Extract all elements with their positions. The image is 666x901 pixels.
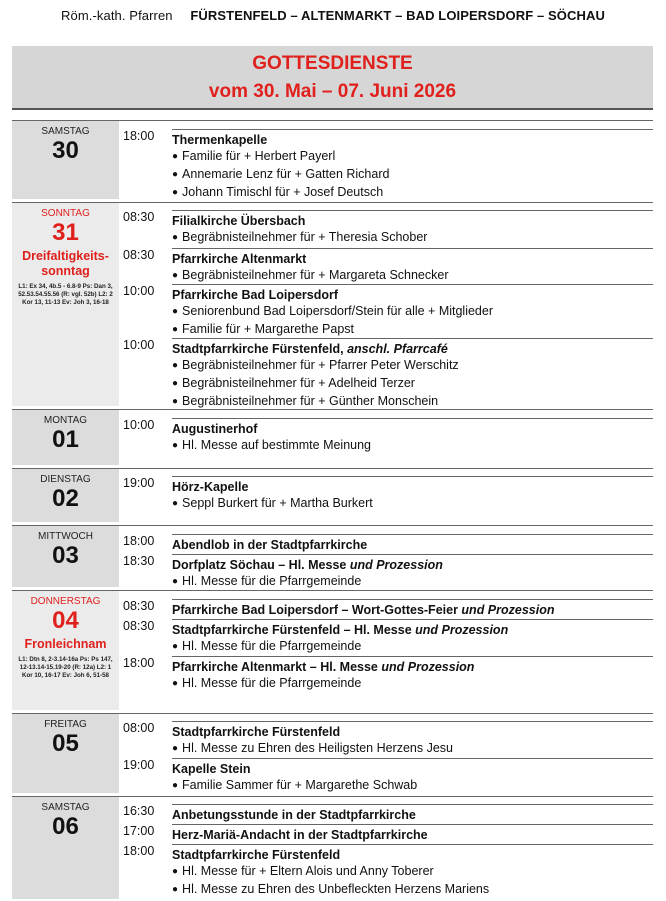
day-name: MONTAG [43,415,88,426]
service-place [172,537,653,553]
day-number: 03 [52,542,79,569]
intention-item: ● Hl. Messe zu Ehren des Heiligsten Herzens Jesu [172,740,653,758]
place-name: Stadtpfarrkirche Fürstenfeld [172,848,341,862]
title-box [12,46,653,110]
service-place [172,761,653,777]
day-divider [12,590,653,591]
day-name: DONNERSTAG [30,596,101,607]
day-label [12,525,119,587]
place-name: Hörz-Kapelle [172,480,249,494]
service-place [172,622,653,638]
service-content [172,619,653,656]
intention-item: ● Hl. Messe für die Pfarrgemeinde [172,573,653,591]
day-name: SONNTAG [41,208,90,219]
service-content [172,554,653,591]
day-number: 30 [52,137,79,164]
service-place [172,827,653,843]
header-prefix: Röm.-kath. Pfarren [61,8,173,23]
service-time: 08:30 [123,599,155,613]
day-divider [12,713,653,714]
intention-item: ● Familie für + Margarethe Papst [172,321,653,339]
place-name: Pfarrkirche Altenmarkt [172,252,307,266]
day-number: 06 [52,813,79,840]
place-name: Stadtpfarrkirche Fürstenfeld [172,725,341,739]
service-place [172,659,653,675]
day-number: 31 [52,219,79,246]
service-time: 08:30 [123,619,155,633]
place-name: Kapelle Stein [172,762,251,776]
service-time: 18:00 [123,534,155,548]
day-number: 04 [52,607,79,634]
day-divider [12,525,653,526]
service-content [172,804,653,823]
intention-item: ● Familie Sammer für + Margarethe Schwab [172,777,653,795]
intention-item: ● Begräbnisteilnehmer für + Pfarrer Peter Werschitz [172,357,653,375]
service-content [172,129,653,202]
day-name: SAMSTAG [41,802,90,813]
place-suffix: und Prozession [381,660,475,674]
service-time: 17:00 [123,824,155,838]
service-time: 19:00 [123,758,155,772]
service-time: 18:00 [123,129,155,143]
service-place [172,807,653,823]
service-place [172,847,653,863]
service-place [172,287,653,303]
intention-item: ● Hl. Messe für die Pfarrgemeinde [172,675,653,693]
service-place [172,724,653,740]
page-title: GOTTESDIENSTE [252,53,413,74]
service-time: 18:30 [123,554,155,568]
service-time: 08:30 [123,248,155,262]
place-name: Filialkirche Übersbach [172,214,306,228]
service-content [172,476,653,513]
place-suffix: und Prozession [415,623,509,637]
service-content [172,599,653,618]
place-name: Pfarrkirche Bad Loipersdorf – Wort-Gottes-Feier [172,603,458,617]
day-block [12,120,653,199]
day-divider [12,796,653,797]
day-block [12,468,653,522]
service-time: 10:00 [123,338,155,352]
readings: L1: Ex 34, 4b.5 - 6.8-9 Ps: Dan 3, 52.53.54.55.56 (R: vgl. 52b) L2: 2 Kor 13, 11-13 Ev: Joh 3, 16-18 [18,283,113,306]
day-number: 02 [52,485,79,512]
service-place [172,479,653,495]
service-place [172,602,653,618]
day-divider [12,409,653,410]
place-name: Dorfplatz Söchau – Hl. Messe [172,558,347,572]
day-block [12,590,653,710]
service-content [172,824,653,843]
service-place [172,132,653,148]
day-number: 05 [52,730,79,757]
place-suffix: anschl. Pfarrcafé [347,342,448,356]
day-label [12,120,119,199]
service-content [172,656,653,693]
day-label [12,713,119,793]
day-name: FREITAG [44,719,87,730]
intention-item: ● Begräbnisteilnehmer für + Margareta Schnecker [172,267,653,285]
date-range: vom 30. Mai – 07. Juni 2026 [208,81,457,102]
service-place [172,213,653,229]
day-name: DIENSTAG [40,474,91,485]
intention-item: ● Begräbnisteilnehmer für + Adelheid Terzer [172,375,653,393]
service-time: 08:30 [123,210,155,224]
intention-item: ● Begräbnisteilnehmer für + Günther Monschein [172,393,653,411]
place-name: Stadtpfarrkirche Fürstenfeld, [172,342,344,356]
day-divider [12,120,653,121]
service-content [172,284,653,339]
service-time: 19:00 [123,476,155,490]
service-content [172,210,653,247]
service-place [172,557,653,573]
day-block [12,713,653,793]
day-block [12,525,653,587]
day-divider [12,202,653,203]
place-suffix: und Prozession [461,603,555,617]
intention-item: ● Hl. Messe für + Eltern Alois und Anny Toberer [172,863,653,881]
feast-name: Dreifaltigkeits-sonntag [22,249,109,278]
readings: L1: Dtn 8, 2-3.14-16a Ps: Ps 147, 12-13.14-15.19-20 (R: 12a) L2: 1 Kor 10, 16-17 Ev: Joh 6, 51-58 [18,656,113,679]
intention-item: ● Seppl Burkert für + Martha Burkert [172,495,653,513]
day-divider [12,468,653,469]
place-name: Abendlob in der Stadtpfarrkirche [172,538,368,552]
feast-name: Fronleichnam [24,637,107,651]
place-name: Stadtpfarrkirche Fürstenfeld – Hl. Messe [172,623,412,637]
place-name: Augustinerhof [172,422,258,436]
service-content [172,248,653,285]
day-label [12,468,119,522]
day-block [12,202,653,406]
day-name: SAMSTAG [41,126,90,137]
day-block [12,409,653,465]
service-time: 18:00 [123,844,155,858]
intention-item: ● Annemarie Lenz für + Gatten Richard [172,166,653,184]
day-label [12,409,119,465]
intention-item: ● Hl. Messe auf bestimmte Meinung [172,437,653,455]
service-time: 18:00 [123,656,155,670]
intention-item: ● Seniorenbund Bad Loipersdorf/Stein für alle + Mitglieder [172,303,653,321]
intention-item: ● Hl. Messe zu Ehren des Unbefleckten Herzens Mariens [172,881,653,899]
intention-item: ● Begräbnisteilnehmer für + Theresia Schober [172,229,653,247]
place-name: Pfarrkirche Bad Loipersdorf [172,288,339,302]
place-name: Thermenkapelle [172,133,268,147]
day-label [12,796,119,899]
day-block [12,796,653,899]
place-suffix: und Prozession [349,558,443,572]
service-time: 08:00 [123,721,155,735]
service-place [172,421,653,437]
intention-item: ● Familie für + Herbert Payerl [172,148,653,166]
service-place [172,251,653,267]
place-name: Herz-Mariä-Andacht in der Stadtpfarrkirche [172,828,428,842]
service-content [172,758,653,795]
intention-item: ● Johann Timischl für + Josef Deutsch [172,184,653,202]
day-name: MITTWOCH [38,531,93,542]
service-content [172,534,653,553]
intention-item: ● Hl. Messe für die Pfarrgemeinde [172,638,653,656]
place-name: Pfarrkirche Altenmarkt – Hl. Messe [172,660,378,674]
day-number: 01 [52,426,79,453]
header-parishes: FÜRSTENFELD – ALTENMARKT – BAD LOIPERSDORF – SÖCHAU [190,8,605,23]
service-content [172,418,653,455]
document-header [0,8,666,23]
service-content [172,338,653,411]
day-label [12,590,119,710]
place-name: Anbetungsstunde in der Stadtpfarrkirche [172,808,416,822]
service-content [172,721,653,758]
service-time: 10:00 [123,418,155,432]
service-time: 10:00 [123,284,155,298]
service-place [172,341,653,357]
service-content [172,844,653,899]
day-label [12,202,119,406]
service-time: 16:30 [123,804,155,818]
